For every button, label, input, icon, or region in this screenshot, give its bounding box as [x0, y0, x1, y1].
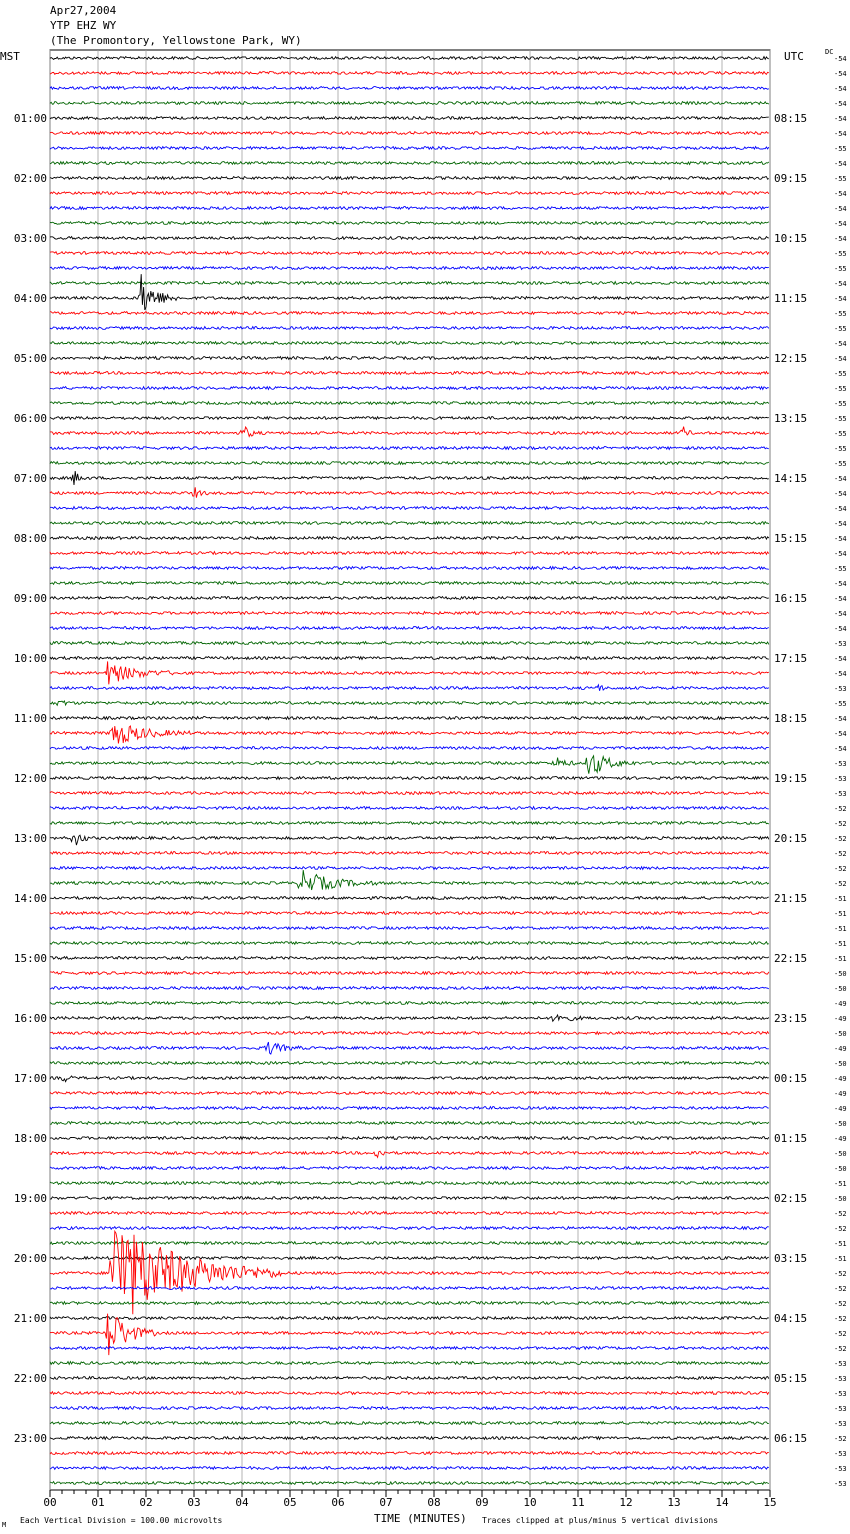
dc-offset-label: -55	[834, 430, 847, 438]
seismic-trace	[50, 1317, 769, 1320]
x-tick-label: 08	[427, 1496, 441, 1509]
seismic-trace	[50, 267, 769, 270]
header-date: Apr27,2004	[50, 4, 117, 17]
seismic-trace	[50, 447, 769, 450]
dc-offset-label: -51	[834, 1255, 847, 1263]
x-tick-label: 05	[283, 1496, 297, 1509]
dc-offset-label: -55	[834, 250, 847, 258]
left-hour-label: 20:00	[13, 1252, 47, 1265]
dc-offset-label: -49	[834, 1045, 847, 1053]
corner-mark: M	[2, 1521, 7, 1529]
seismic-trace	[50, 1242, 769, 1245]
seismic-trace	[50, 1467, 769, 1470]
right-hour-label: 08:15	[774, 112, 808, 125]
seismic-trace	[50, 1377, 769, 1380]
seismic-trace	[50, 462, 769, 465]
seismic-trace	[50, 642, 769, 645]
seismic-trace	[50, 852, 769, 855]
dc-offset-label: -55	[834, 400, 847, 408]
seismic-trace	[50, 207, 769, 210]
seismic-trace	[50, 274, 769, 310]
seismic-trace	[50, 192, 769, 195]
dc-offset-label: -52	[834, 1345, 847, 1353]
right-hour-label: 18:15	[774, 712, 808, 725]
dc-offset-label: -54	[834, 475, 847, 483]
left-hour-label: 16:00	[13, 1012, 47, 1025]
dc-offset-label: -54	[834, 610, 847, 618]
dc-offset-label: -52	[834, 865, 847, 873]
seismic-trace	[50, 1137, 769, 1140]
dc-offset-label: -54	[834, 625, 847, 633]
left-hour-label: 22:00	[13, 1372, 47, 1385]
scale-note: Each Vertical Division = 100.00 microvolts	[20, 1516, 223, 1525]
seismic-traces	[50, 57, 769, 1485]
dc-offset-label: -54	[834, 520, 847, 528]
dc-offset-label: -55	[834, 310, 847, 318]
right-hour-label: 02:15	[774, 1192, 808, 1205]
seismic-trace	[50, 1167, 769, 1170]
left-hour-label: 06:00	[13, 412, 47, 425]
dc-offset-label: -55	[834, 265, 847, 273]
dc-offset-label: -52	[834, 850, 847, 858]
dc-offset-label: -52	[834, 1315, 847, 1323]
left-hour-label: 12:00	[13, 772, 47, 785]
right-hour-label: 11:15	[774, 292, 808, 305]
seismic-trace	[50, 342, 769, 345]
dc-offset-label: -49	[834, 1000, 847, 1008]
right-hour-label: 06:15	[774, 1432, 808, 1445]
seismic-trace	[50, 777, 769, 780]
seismic-trace	[50, 372, 769, 375]
seismic-trace	[50, 1227, 769, 1230]
seismic-trace	[50, 972, 769, 975]
dc-offset-label: -55	[834, 175, 847, 183]
dc-offset-label: -55	[834, 325, 847, 333]
seismic-trace	[50, 1015, 769, 1021]
x-tick-label: 14	[715, 1496, 729, 1509]
seismic-trace	[50, 357, 769, 360]
dc-offset-label: -53	[834, 790, 847, 798]
dc-offset-label: -50	[834, 1120, 847, 1128]
seismic-trace	[50, 897, 769, 900]
right-hour-label: 23:15	[774, 1012, 808, 1025]
x-tick-label: 10	[523, 1496, 537, 1509]
dc-offset-label: -55	[834, 460, 847, 468]
left-hour-label: 05:00	[13, 352, 47, 365]
dc-offset-label: -52	[834, 1330, 847, 1338]
dc-offset-label: -51	[834, 910, 847, 918]
dc-offset-label: -54	[834, 655, 847, 663]
grid-lines	[50, 50, 770, 1497]
x-tick-label: 13	[667, 1496, 681, 1509]
seismic-trace	[50, 627, 769, 630]
left-hour-label: 09:00	[13, 592, 47, 605]
seismic-trace	[50, 72, 769, 75]
seismic-trace	[50, 1182, 769, 1185]
dc-offset-label: -51	[834, 955, 847, 963]
right-hour-label: 05:15	[774, 1372, 808, 1385]
right-axis-title: UTC	[784, 50, 804, 63]
left-hour-label: 02:00	[13, 172, 47, 185]
header-station: YTP EHZ WY	[50, 19, 117, 32]
seismic-trace	[50, 537, 769, 540]
seismic-trace	[50, 612, 769, 615]
dc-offset-label: -53	[834, 775, 847, 783]
seismic-trace	[50, 756, 769, 774]
left-hour-label: 19:00	[13, 1192, 47, 1205]
seismic-trace	[50, 1287, 769, 1290]
seismic-trace	[50, 102, 769, 105]
dc-offset-label: -51	[834, 1240, 847, 1248]
dc-offset-label: -54	[834, 505, 847, 513]
seismic-trace	[50, 567, 769, 570]
right-hour-label: 21:15	[774, 892, 808, 905]
dc-offset-label: -52	[834, 1270, 847, 1278]
dc-offset-label: -50	[834, 970, 847, 978]
right-hour-label: 09:15	[774, 172, 808, 185]
seismic-trace	[50, 1076, 769, 1082]
seismic-trace	[50, 1362, 769, 1365]
left-hour-label: 01:00	[13, 112, 47, 125]
x-tick-label: 02	[139, 1496, 153, 1509]
x-tick-label: 15	[763, 1496, 777, 1509]
seismic-trace	[50, 807, 769, 810]
dc-offset-label: -50	[834, 1195, 847, 1203]
dc-offset-label: -52	[834, 820, 847, 828]
dc-offset-label: -54	[834, 745, 847, 753]
seismic-trace	[50, 552, 769, 555]
left-hour-label: 14:00	[13, 892, 47, 905]
dc-label: DC	[825, 48, 834, 56]
seismic-trace	[50, 1452, 769, 1455]
dc-offset-label: -52	[834, 835, 847, 843]
x-tick-label: 03	[187, 1496, 201, 1509]
seismic-trace	[50, 1437, 769, 1440]
x-tick-label: 11	[571, 1496, 585, 1509]
dc-offset-label: -55	[834, 145, 847, 153]
seismic-trace	[50, 327, 769, 330]
seismic-trace	[50, 685, 769, 691]
dc-offset-label: -54	[834, 595, 847, 603]
dc-offset-label: -54	[834, 85, 847, 93]
seismic-trace	[50, 387, 769, 390]
dc-offset-label: -54	[834, 115, 847, 123]
dc-offset-label: -53	[834, 1375, 847, 1383]
seismic-trace	[50, 927, 769, 930]
dc-offset-label: -52	[834, 1300, 847, 1308]
seismic-trace	[50, 1482, 769, 1485]
seismic-trace	[50, 1314, 769, 1355]
seismic-trace	[50, 657, 769, 660]
seismic-trace	[50, 717, 769, 720]
right-hour-label: 16:15	[774, 592, 808, 605]
dc-offset-label: -54	[834, 220, 847, 228]
right-hour-label: 01:15	[774, 1132, 808, 1145]
dc-offset-label: -50	[834, 1165, 847, 1173]
seismic-trace	[50, 402, 769, 405]
left-hour-label: 13:00	[13, 832, 47, 845]
seismic-trace	[50, 1151, 769, 1157]
seismic-trace	[50, 870, 769, 890]
dc-offset-label: -54	[834, 205, 847, 213]
dc-offset-label: -54	[834, 235, 847, 243]
x-tick-label: 00	[43, 1496, 57, 1509]
seismic-trace	[50, 1212, 769, 1215]
seismic-trace	[50, 1347, 769, 1350]
dc-offset-label: -49	[834, 1105, 847, 1113]
dc-offset-label: -54	[834, 295, 847, 303]
dc-offset-label: -52	[834, 1285, 847, 1293]
seismic-trace	[50, 522, 769, 525]
dc-offset-label: -51	[834, 1180, 847, 1188]
dc-offset-label: -52	[834, 880, 847, 888]
right-hour-label: 03:15	[774, 1252, 808, 1265]
seismic-trace	[50, 597, 769, 600]
dc-offset-label: -53	[834, 1450, 847, 1458]
seismic-trace	[50, 1302, 769, 1305]
dc-offset-label: -51	[834, 925, 847, 933]
left-hour-label: 15:00	[13, 952, 47, 965]
dc-offset-label: -54	[834, 730, 847, 738]
seismic-trace	[50, 912, 769, 915]
dc-offset-label: -53	[834, 1405, 847, 1413]
left-hour-label: 21:00	[13, 1312, 47, 1325]
seismic-trace	[50, 1002, 769, 1005]
dc-offset-label: -53	[834, 1420, 847, 1428]
seismic-trace	[50, 162, 769, 165]
dc-offset-label: -54	[834, 130, 847, 138]
left-hour-label: 04:00	[13, 292, 47, 305]
seismic-trace	[50, 1062, 769, 1065]
seismic-trace	[50, 822, 769, 825]
dc-offset-label: -55	[834, 370, 847, 378]
dc-offset-label: -54	[834, 355, 847, 363]
dc-offset-label: -54	[834, 715, 847, 723]
dc-offset-label: -55	[834, 700, 847, 708]
dc-offset-label: -54	[834, 670, 847, 678]
dc-offset-label: -52	[834, 1210, 847, 1218]
seismic-trace	[50, 177, 769, 180]
dc-offset-label: -50	[834, 1150, 847, 1158]
x-axis-title: TIME (MINUTES)	[374, 1512, 467, 1525]
dc-offset-label: -54	[834, 70, 847, 78]
seismic-trace	[50, 222, 769, 225]
seismic-trace	[50, 507, 769, 510]
dc-offset-label: -49	[834, 1075, 847, 1083]
seismic-trace	[50, 1122, 769, 1125]
seismic-trace	[50, 487, 769, 497]
seismic-trace	[50, 1092, 769, 1095]
seismic-trace	[50, 1407, 769, 1410]
dc-offset-label: -51	[834, 895, 847, 903]
dc-offset-label: -50	[834, 1060, 847, 1068]
x-tick-label: 01	[91, 1496, 105, 1509]
seismic-trace	[50, 237, 769, 240]
dc-offset-label: -49	[834, 1015, 847, 1023]
left-hour-label: 03:00	[13, 232, 47, 245]
seismic-trace	[50, 582, 769, 585]
left-hour-label: 17:00	[13, 1072, 47, 1085]
right-hour-label: 13:15	[774, 412, 808, 425]
seismic-trace	[50, 1197, 769, 1200]
seismic-trace	[50, 726, 769, 743]
seismic-trace	[50, 1107, 769, 1110]
right-hour-label: 17:15	[774, 652, 808, 665]
seismic-trace	[50, 792, 769, 795]
left-hour-label: 18:00	[13, 1132, 47, 1145]
x-tick-label: 12	[619, 1496, 633, 1509]
seismic-trace	[50, 1422, 769, 1425]
dc-offset-label: -53	[834, 1360, 847, 1368]
dc-offset-label: -54	[834, 55, 847, 63]
dc-offset-label: -55	[834, 565, 847, 573]
right-hour-label: 15:15	[774, 532, 808, 545]
x-tick-label: 09	[475, 1496, 489, 1509]
header-location: (The Promontory, Yellowstone Park, WY)	[50, 34, 302, 47]
dc-offset-label: -50	[834, 1030, 847, 1038]
right-hour-label: 12:15	[774, 352, 808, 365]
dc-offset-label: -54	[834, 535, 847, 543]
right-hour-label: 10:15	[774, 232, 808, 245]
clip-note: Traces clipped at plus/minus 5 vertical divisions	[482, 1516, 719, 1525]
seismic-trace	[50, 282, 769, 285]
x-tick-label: 04	[235, 1496, 249, 1509]
dc-offset-label: -53	[834, 640, 847, 648]
dc-offset-label: -54	[834, 280, 847, 288]
dc-offset-label: -53	[834, 1480, 847, 1488]
dc-offset-label: -52	[834, 1225, 847, 1233]
dc-offset-label: -52	[834, 805, 847, 813]
dc-offset-label: -53	[834, 1390, 847, 1398]
seismic-trace	[50, 867, 769, 870]
seismic-trace	[50, 942, 769, 945]
seismic-trace	[50, 1257, 769, 1260]
left-axis-title: MST	[0, 50, 20, 63]
dc-offset-label: -49	[834, 1135, 847, 1143]
dc-offset-label: -55	[834, 445, 847, 453]
right-hour-label: 04:15	[774, 1312, 808, 1325]
right-hour-label: 19:15	[774, 772, 808, 785]
seismic-trace	[50, 701, 769, 705]
seismic-trace	[50, 1392, 769, 1395]
x-tick-label: 07	[379, 1496, 393, 1509]
seismic-trace	[50, 427, 769, 437]
right-hour-label: 22:15	[774, 952, 808, 965]
dc-offset-label: -55	[834, 385, 847, 393]
right-hour-label: 00:15	[774, 1072, 808, 1085]
dc-offset-label: -55	[834, 415, 847, 423]
dc-offset-label: -49	[834, 1090, 847, 1098]
seismic-trace	[50, 252, 769, 255]
left-hour-label: 23:00	[13, 1432, 47, 1445]
seismic-trace	[50, 147, 769, 150]
dc-offset-label: -51	[834, 940, 847, 948]
left-hour-label: 10:00	[13, 652, 47, 665]
seismic-trace	[50, 87, 769, 90]
dc-offset-label: -54	[834, 190, 847, 198]
seismic-trace	[50, 117, 769, 120]
seismic-trace	[50, 471, 769, 485]
seismic-trace	[50, 747, 769, 750]
right-hour-label: 20:15	[774, 832, 808, 845]
left-hour-label: 11:00	[13, 712, 47, 725]
seismic-trace	[50, 661, 769, 684]
right-hour-label: 14:15	[774, 472, 808, 485]
seismic-trace	[50, 312, 769, 315]
left-hour-label: 07:00	[13, 472, 47, 485]
seismic-trace	[50, 1042, 769, 1054]
seismic-trace	[50, 835, 769, 845]
seismic-trace	[50, 987, 769, 990]
left-hour-label: 08:00	[13, 532, 47, 545]
dc-offset-label: -54	[834, 550, 847, 558]
seismic-trace	[50, 57, 769, 60]
dc-offset-label: -53	[834, 685, 847, 693]
seismic-trace	[50, 1032, 769, 1035]
seismic-trace	[50, 957, 769, 960]
seismic-trace	[50, 417, 769, 420]
dc-offset-label: -54	[834, 100, 847, 108]
dc-offset-label: -54	[834, 580, 847, 588]
dc-offset-label: -52	[834, 1435, 847, 1443]
dc-offset-label: -50	[834, 985, 847, 993]
dc-offset-label: -54	[834, 340, 847, 348]
dc-offset-label: -53	[834, 760, 847, 768]
dc-offset-label: -54	[834, 490, 847, 498]
x-tick-label: 06	[331, 1496, 345, 1509]
dc-offset-label: -54	[834, 160, 847, 168]
dc-offset-label: -53	[834, 1465, 847, 1473]
seismic-trace	[50, 132, 769, 135]
